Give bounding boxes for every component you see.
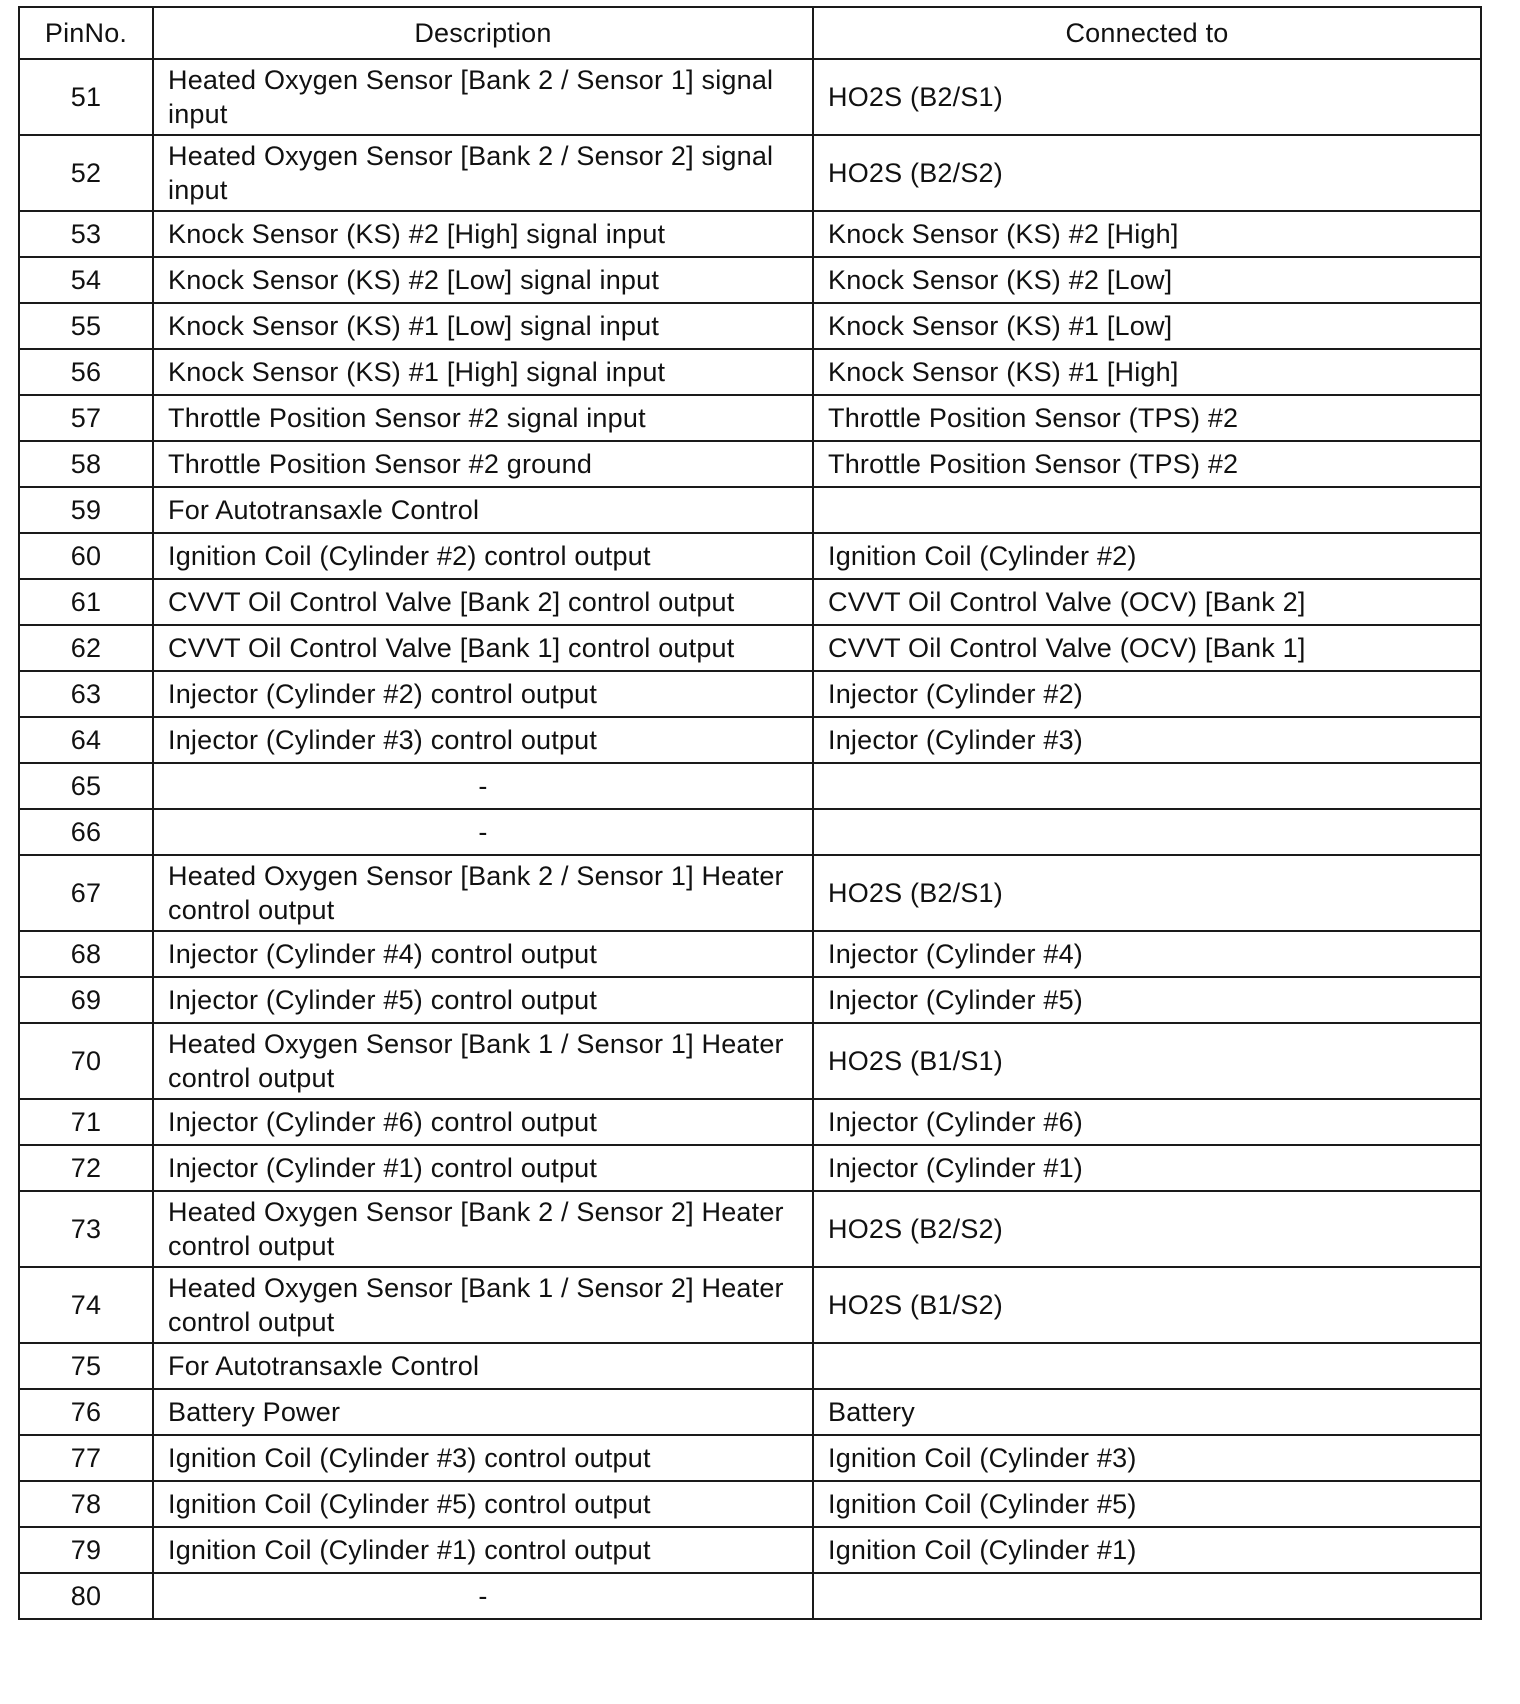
pin-connected-to: Injector (Cylinder #6) [813, 1099, 1481, 1145]
pin-connected-to: Ignition Coil (Cylinder #3) [813, 1435, 1481, 1481]
pin-connected-to: CVVT Oil Control Valve (OCV) [Bank 1] [813, 625, 1481, 671]
pin-number: 60 [19, 533, 153, 579]
pin-description: Injector (Cylinder #5) control output [153, 977, 813, 1023]
table-row [19, 135, 1481, 211]
table-row [19, 1527, 1481, 1573]
pin-table [18, 6, 1482, 1620]
table-row [19, 977, 1481, 1023]
pin-connected-to: Injector (Cylinder #4) [813, 931, 1481, 977]
pin-connected-to: Throttle Position Sensor (TPS) #2 [813, 395, 1481, 441]
pin-description: - [153, 809, 813, 855]
pin-number: 68 [19, 931, 153, 977]
pin-connected-to: Ignition Coil (Cylinder #1) [813, 1527, 1481, 1573]
pin-number: 56 [19, 349, 153, 395]
pin-connected-to: Ignition Coil (Cylinder #5) [813, 1481, 1481, 1527]
table-row [19, 349, 1481, 395]
pin-table-page [18, 6, 1480, 1620]
pin-number: 55 [19, 303, 153, 349]
pin-number: 77 [19, 1435, 153, 1481]
table-row [19, 303, 1481, 349]
pin-number: 61 [19, 579, 153, 625]
table-row [19, 1023, 1481, 1099]
pin-description: Throttle Position Sensor #2 signal input [153, 395, 813, 441]
pin-connected-to: Knock Sensor (KS) #1 [High] [813, 349, 1481, 395]
pin-number: 69 [19, 977, 153, 1023]
pin-description: - [153, 1573, 813, 1619]
table-row [19, 59, 1481, 135]
table-row [19, 579, 1481, 625]
pin-connected-to: Throttle Position Sensor (TPS) #2 [813, 441, 1481, 487]
table-row [19, 1573, 1481, 1619]
table-row [19, 809, 1481, 855]
pin-number: 79 [19, 1527, 153, 1573]
table-row [19, 441, 1481, 487]
table-row [19, 1191, 1481, 1267]
pin-number: 73 [19, 1191, 153, 1267]
table-row [19, 1343, 1481, 1389]
pin-connected-to [813, 1343, 1481, 1389]
pin-connected-to [813, 1573, 1481, 1619]
pin-description: Heated Oxygen Sensor [Bank 2 / Sensor 2] signal input [153, 135, 813, 211]
header-row [19, 7, 1481, 59]
table-row [19, 1267, 1481, 1343]
pin-connected-to: Injector (Cylinder #3) [813, 717, 1481, 763]
pin-number: 51 [19, 59, 153, 135]
pin-connected-to [813, 809, 1481, 855]
table-row [19, 1389, 1481, 1435]
pin-description: - [153, 763, 813, 809]
pin-connected-to: Ignition Coil (Cylinder #2) [813, 533, 1481, 579]
pin-connected-to: Injector (Cylinder #1) [813, 1145, 1481, 1191]
table-row [19, 763, 1481, 809]
pin-connected-to [813, 487, 1481, 533]
table-row [19, 1435, 1481, 1481]
pin-connected-to: Knock Sensor (KS) #1 [Low] [813, 303, 1481, 349]
table-row [19, 395, 1481, 441]
pin-connected-to: Knock Sensor (KS) #2 [Low] [813, 257, 1481, 303]
pin-number: 65 [19, 763, 153, 809]
table-row [19, 1481, 1481, 1527]
pin-number: 52 [19, 135, 153, 211]
table-row [19, 257, 1481, 303]
header-connected: Connected to [813, 7, 1481, 59]
pin-description: Heated Oxygen Sensor [Bank 1 / Sensor 2] Heater control output [153, 1267, 813, 1343]
pin-number: 53 [19, 211, 153, 257]
pin-connected-to: Injector (Cylinder #5) [813, 977, 1481, 1023]
pin-number: 75 [19, 1343, 153, 1389]
pin-description: Knock Sensor (KS) #2 [Low] signal input [153, 257, 813, 303]
table-row [19, 1099, 1481, 1145]
pin-number: 63 [19, 671, 153, 717]
table-row [19, 931, 1481, 977]
pin-description: Ignition Coil (Cylinder #3) control output [153, 1435, 813, 1481]
pin-description: Heated Oxygen Sensor [Bank 2 / Sensor 1] signal input [153, 59, 813, 135]
pin-connected-to: CVVT Oil Control Valve (OCV) [Bank 2] [813, 579, 1481, 625]
pin-connected-to: HO2S (B1/S1) [813, 1023, 1481, 1099]
pin-description: Injector (Cylinder #6) control output [153, 1099, 813, 1145]
pin-connected-to: HO2S (B2/S1) [813, 855, 1481, 931]
table-row [19, 533, 1481, 579]
pin-description: CVVT Oil Control Valve [Bank 1] control output [153, 625, 813, 671]
pin-number: 76 [19, 1389, 153, 1435]
pin-number: 64 [19, 717, 153, 763]
pin-number: 72 [19, 1145, 153, 1191]
pin-number: 67 [19, 855, 153, 931]
pin-number: 62 [19, 625, 153, 671]
table-body [19, 59, 1481, 1619]
pin-description: Ignition Coil (Cylinder #5) control output [153, 1481, 813, 1527]
pin-number: 59 [19, 487, 153, 533]
pin-connected-to [813, 763, 1481, 809]
pin-number: 71 [19, 1099, 153, 1145]
table-row [19, 487, 1481, 533]
pin-connected-to: HO2S (B2/S1) [813, 59, 1481, 135]
pin-connected-to: Battery [813, 1389, 1481, 1435]
pin-number: 66 [19, 809, 153, 855]
pin-description: Knock Sensor (KS) #2 [High] signal input [153, 211, 813, 257]
table-row [19, 211, 1481, 257]
pin-number: 58 [19, 441, 153, 487]
pin-description: Injector (Cylinder #4) control output [153, 931, 813, 977]
pin-number: 70 [19, 1023, 153, 1099]
pin-description: Heated Oxygen Sensor [Bank 2 / Sensor 1] Heater control output [153, 855, 813, 931]
pin-number: 78 [19, 1481, 153, 1527]
table-row [19, 855, 1481, 931]
pin-connected-to: Knock Sensor (KS) #2 [High] [813, 211, 1481, 257]
pin-connected-to: Injector (Cylinder #2) [813, 671, 1481, 717]
pin-number: 80 [19, 1573, 153, 1619]
pin-connected-to: HO2S (B2/S2) [813, 135, 1481, 211]
table-row [19, 1145, 1481, 1191]
pin-description: Heated Oxygen Sensor [Bank 2 / Sensor 2] Heater control output [153, 1191, 813, 1267]
header-pin: PinNo. [19, 7, 153, 59]
pin-description: Ignition Coil (Cylinder #1) control output [153, 1527, 813, 1573]
pin-number: 57 [19, 395, 153, 441]
pin-description: Ignition Coil (Cylinder #2) control output [153, 533, 813, 579]
pin-description: Throttle Position Sensor #2 ground [153, 441, 813, 487]
pin-number: 54 [19, 257, 153, 303]
pin-connected-to: HO2S (B2/S2) [813, 1191, 1481, 1267]
table-row [19, 717, 1481, 763]
table-row [19, 625, 1481, 671]
pin-description: Injector (Cylinder #1) control output [153, 1145, 813, 1191]
pin-description: CVVT Oil Control Valve [Bank 2] control output [153, 579, 813, 625]
pin-description: Injector (Cylinder #2) control output [153, 671, 813, 717]
pin-connected-to: HO2S (B1/S2) [813, 1267, 1481, 1343]
header-description: Description [153, 7, 813, 59]
pin-description: Knock Sensor (KS) #1 [High] signal input [153, 349, 813, 395]
table-row [19, 671, 1481, 717]
pin-description: For Autotransaxle Control [153, 1343, 813, 1389]
pin-description: Heated Oxygen Sensor [Bank 1 / Sensor 1] Heater control output [153, 1023, 813, 1099]
pin-description: For Autotransaxle Control [153, 487, 813, 533]
pin-description: Battery Power [153, 1389, 813, 1435]
pin-description: Injector (Cylinder #3) control output [153, 717, 813, 763]
pin-description: Knock Sensor (KS) #1 [Low] signal input [153, 303, 813, 349]
pin-number: 74 [19, 1267, 153, 1343]
